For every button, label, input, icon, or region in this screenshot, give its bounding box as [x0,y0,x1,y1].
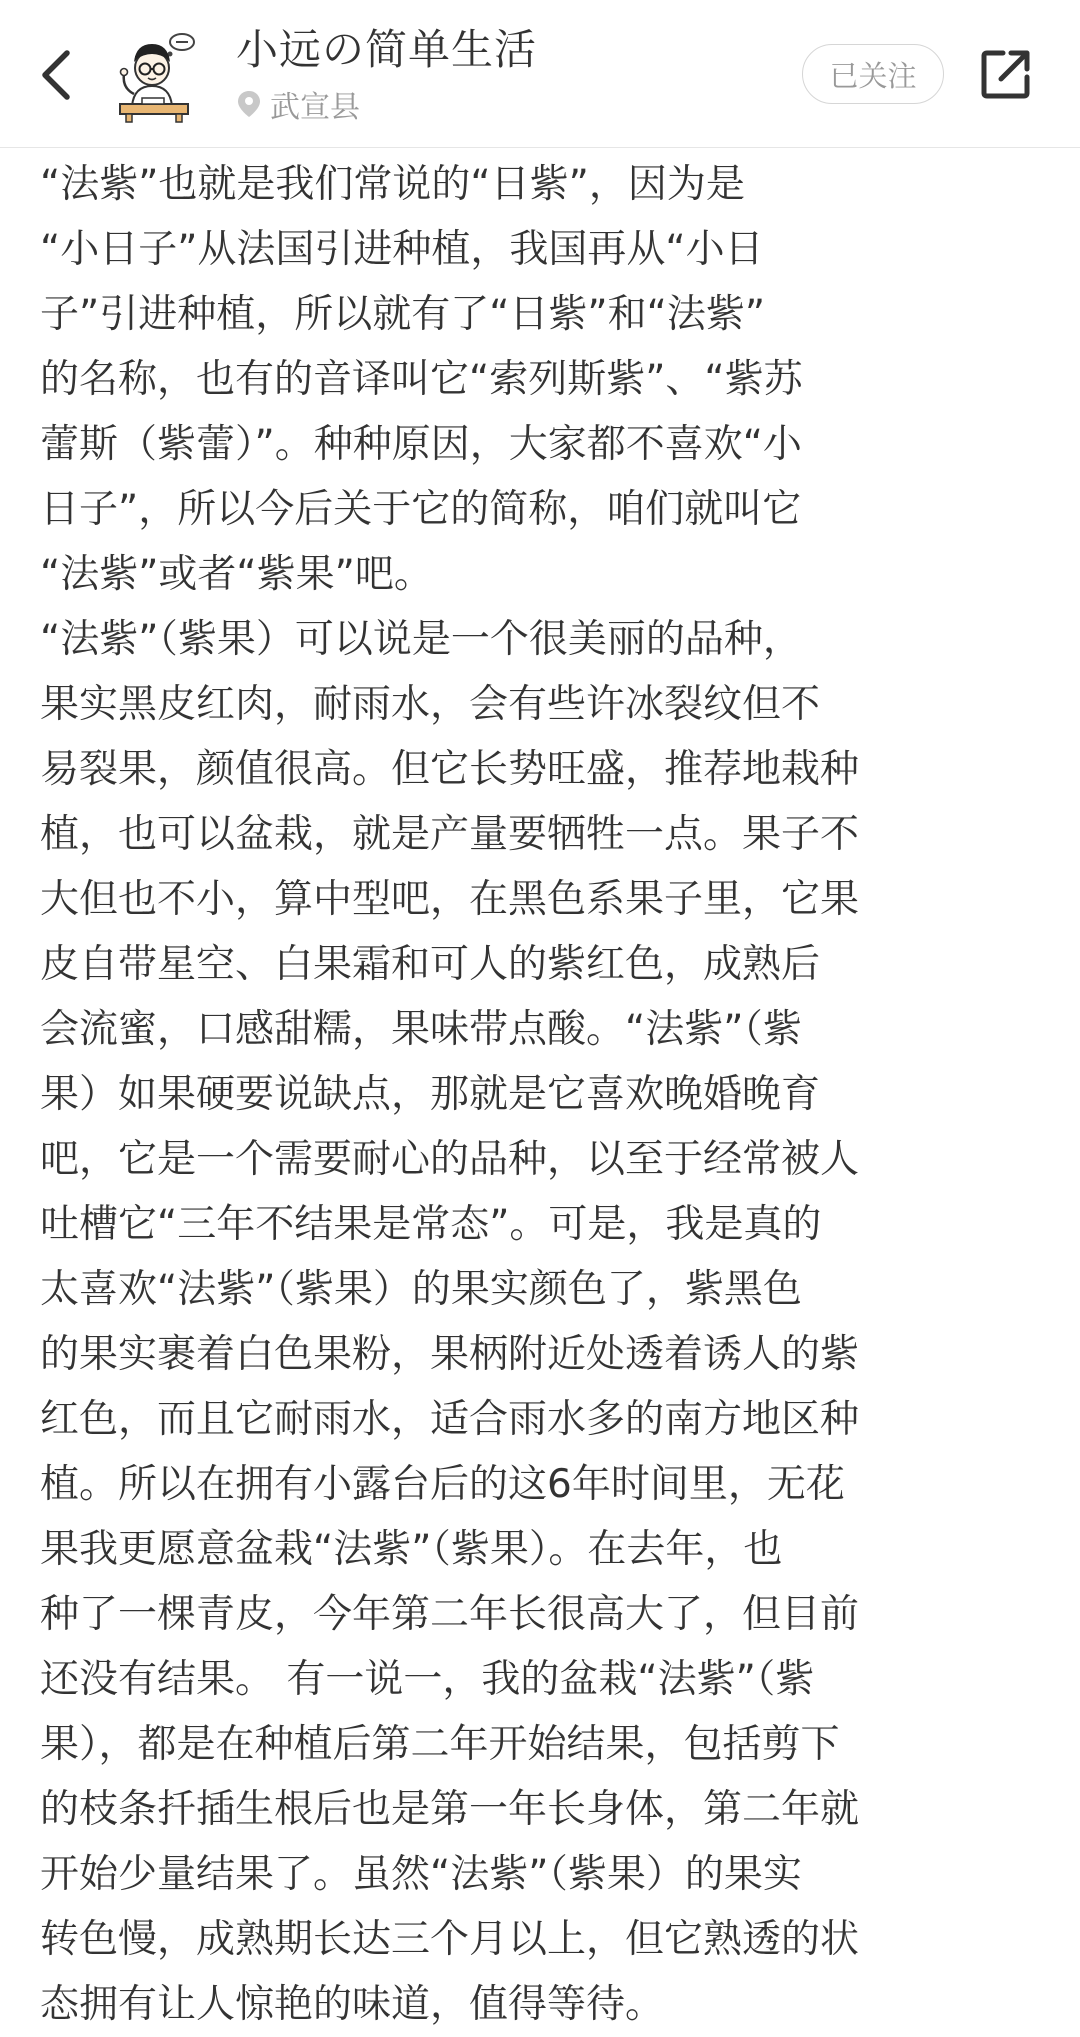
article-body [40,152,1050,2037]
share-button[interactable] [976,44,1036,104]
location-label: 武宣县 [270,90,360,125]
cartoon-avatar-icon [112,28,202,124]
chevron-left-icon [37,47,73,103]
follow-button[interactable]: 已关注 [802,44,944,104]
account-name[interactable]: 小远の简单生活 [236,25,538,74]
article-paragraph: “法紫”也就是我们常说的“日紫”，因为是 “小日子”从法国引进种植，我国再从“小日 子”引进种植，所以就有了“日紫”和“法紫” 的名称，也有的音译叫它“索列斯紫”、“紫苏 蕾斯（紫蕾）”。种种原因，大家都不喜欢“小 日子”，所以今后关于它的简称，咱们就叫它 “法紫”或者“紫果”吧。 [40,162,803,597]
top-bar [0,0,1080,148]
location [236,82,360,126]
share-icon [979,47,1033,101]
back-button[interactable] [30,40,80,110]
article-paragraph: “法紫”（紫果）可以说是一个很美丽的品种， 果实黑皮红肉，耐雨水，会有些许冰裂纹但不 易裂果，颜值很高。但它长势旺盛，推荐地栽种 植，也可以盆栽，就是产量要牺牲一点。果子不 大但也不小，算中型吧，在黑色系果子里，它果 皮自带星空、白果霜和可人的紫红色，成熟后 会流蜜，口感甜糯，果味带点酸。“法紫”（紫 果）如果硬要说缺点，那就是它喜欢晚婚晚育 吧，它是一个需要耐心的品种，以至于经常被人 吐槽它“三年不结果是常态”。可是，我是真的 太喜欢“法紫”（紫果）的果实颜色了，紫黑色 的果实裹着白色果粉，果柄附近处透着诱人的紫 红色，而且它耐雨水，适合雨水多的南方地区种 植。所以在拥有小露台后的这6年时间里，无花 果我更愿意盆栽“法紫”（紫果）。在去年，也 种了一棵青皮，今年第二年长很高大了，但目前 还没有结果。 有一说一，我的盆栽“法紫”（紫 果），都是在种植后第二年开始结果，包括剪下 的枝条扦插生根后也是第一年长身体，第二年就 开始少量结果了。虽然“法紫”（紫果）的果实 转色慢，成熟期长达三个月以上，但它熟透的状 态拥有让人惊艳的味道，值得等待。 [40,617,860,2027]
avatar[interactable] [112,28,202,124]
location-pin-icon [236,89,262,119]
